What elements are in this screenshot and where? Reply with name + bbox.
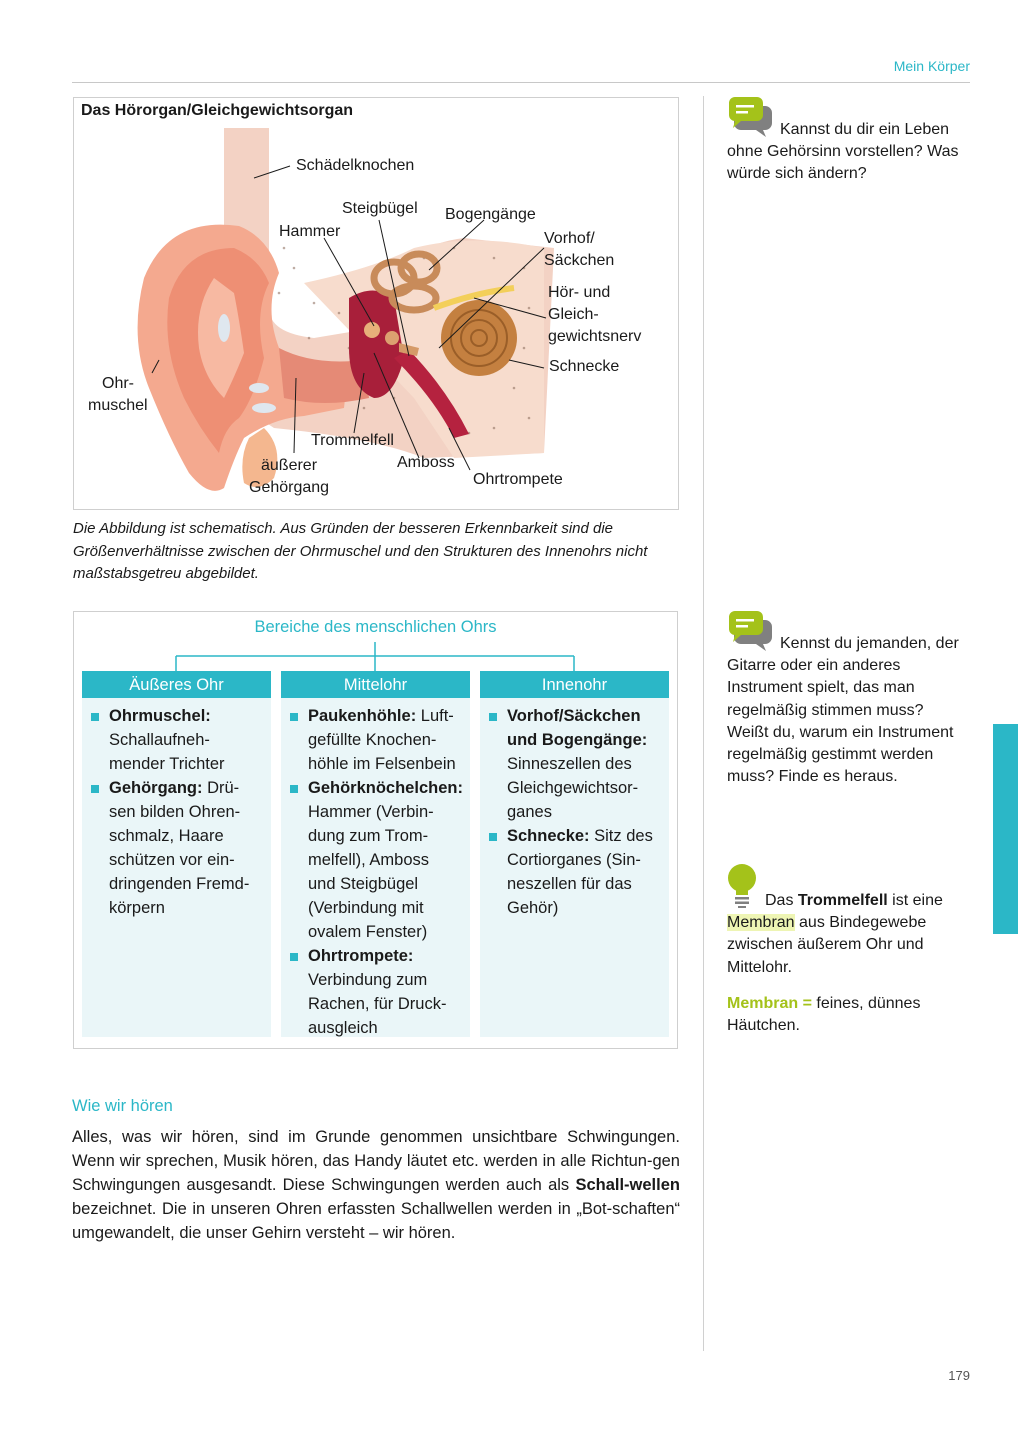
label-ohrtrompete: Ohrtrompete — [473, 471, 563, 488]
header-rule — [72, 82, 970, 83]
area-heading: Innenohr — [480, 671, 669, 698]
list-item: Ohrmuschel: Schallaufneh- mender Trichter — [90, 704, 265, 776]
area-heading: Mittelohr — [281, 671, 470, 698]
column-divider — [703, 96, 704, 1351]
label-steigbuegel: Steigbügel — [342, 200, 418, 217]
section-heading: Wie wir hören — [72, 1097, 173, 1115]
areas-connector — [73, 640, 678, 672]
body-paragraph: Alles, was wir hören, sind im Grunde genommen unsichtbare Schwingungen. Wenn wir sprechen, Musik hören, das Handy läutet etc. werden in alle Richtun-gen Schwingungen ausgesandt. Diese Schwingungen werden auch als Schall-wellen bezeichnet. Die in unseren Ohren erfassten Schallwellen werden in „Bot-schaften“ umgewandelt, die unser Gehirn versteht – wir hören. — [72, 1128, 680, 1242]
list-item: Gehörknöchelchen: Hammer (Verbin- dung zum Trom- melfell), Amboss und Steigbügel (Verbindung mit ovalem Fenster) — [289, 776, 464, 944]
area-column-inner-ear — [480, 671, 669, 1037]
label-bogengaenge: Bogengänge — [445, 206, 536, 223]
label-hammer: Hammer — [279, 223, 341, 240]
label-vorhof: Vorhof/ Säckchen — [544, 230, 615, 269]
area-heading: Äußeres Ohr — [82, 671, 271, 698]
label-schnecke: Schnecke — [549, 358, 620, 375]
label-ohrmuschel: Ohr- muschel — [88, 375, 148, 414]
ear-areas-title: Bereiche des menschlichen Ohrs — [254, 618, 497, 636]
discussion-question-2: Kennst du jemanden, der Gitarre oder ein anderes Instrument spielt, das man regelmäßig stimmen muss? Weißt du, warum ein Instrument regelmäßig gestimmt werden muss? Finde es heraus. — [727, 635, 959, 786]
label-hoer-gleichgewichtsnerv: Hör- und Gleich- gewichtsnerv — [548, 284, 642, 345]
label-trommelfell: Trommelfell — [311, 432, 394, 449]
label-schaedelknochen: Schädelknochen — [296, 157, 415, 174]
tip-text: Das Trommelfell ist eine Membran aus Bindegewebe zwischen äußerem Ohr und Mittelohr. — [727, 892, 943, 976]
label-gehoergang: äußerer Gehörgang — [249, 457, 330, 496]
definition-text: Membran = feines, dünnes Häutchen. — [727, 995, 921, 1035]
label-amboss: Amboss — [397, 454, 455, 471]
figure-caption: Die Abbildung ist schematisch. Aus Gründen der besseren Erkennbarkeit sind die Größenverhältnisse zwischen der Ohrmuschel und den Strukturen des Innenohrs nicht maßstabsgetreu abgebildet. — [73, 520, 648, 582]
discussion-question-1: Kannst du dir ein Leben ohne Gehörsinn vorstellen? Was würde sich ändern? — [727, 121, 959, 183]
running-header: Mein Körper — [893, 58, 970, 74]
list-item: Paukenhöhle: Luft- gefüllte Knochen- höhle im Felsenbein — [289, 704, 464, 776]
list-item: Vorhof/Säckchen und Bogengänge: Sinneszellen des Gleichgewichtsor- ganes — [488, 704, 663, 824]
list-item: Schnecke: Sitz des Cortiorganes (Sin- neszellen für das Gehör) — [488, 824, 663, 920]
chapter-tab — [993, 724, 1018, 934]
figure-title: Das Hörorgan/Gleichgewichtsorgan — [81, 102, 354, 119]
highlighted-term: Membran — [727, 914, 795, 932]
page-number: 179 — [948, 1368, 970, 1383]
list-item: Gehörgang: Drü- sen bilden Ohren- schmalz, Haare schützen vor ein- dringenden Fremd- körpern — [90, 776, 265, 920]
area-column-middle-ear — [281, 671, 470, 1037]
area-column-outer-ear — [82, 671, 271, 1037]
list-item: Ohrtrompete: Verbindung zum Rachen, für Druck- ausgleich — [289, 944, 464, 1040]
